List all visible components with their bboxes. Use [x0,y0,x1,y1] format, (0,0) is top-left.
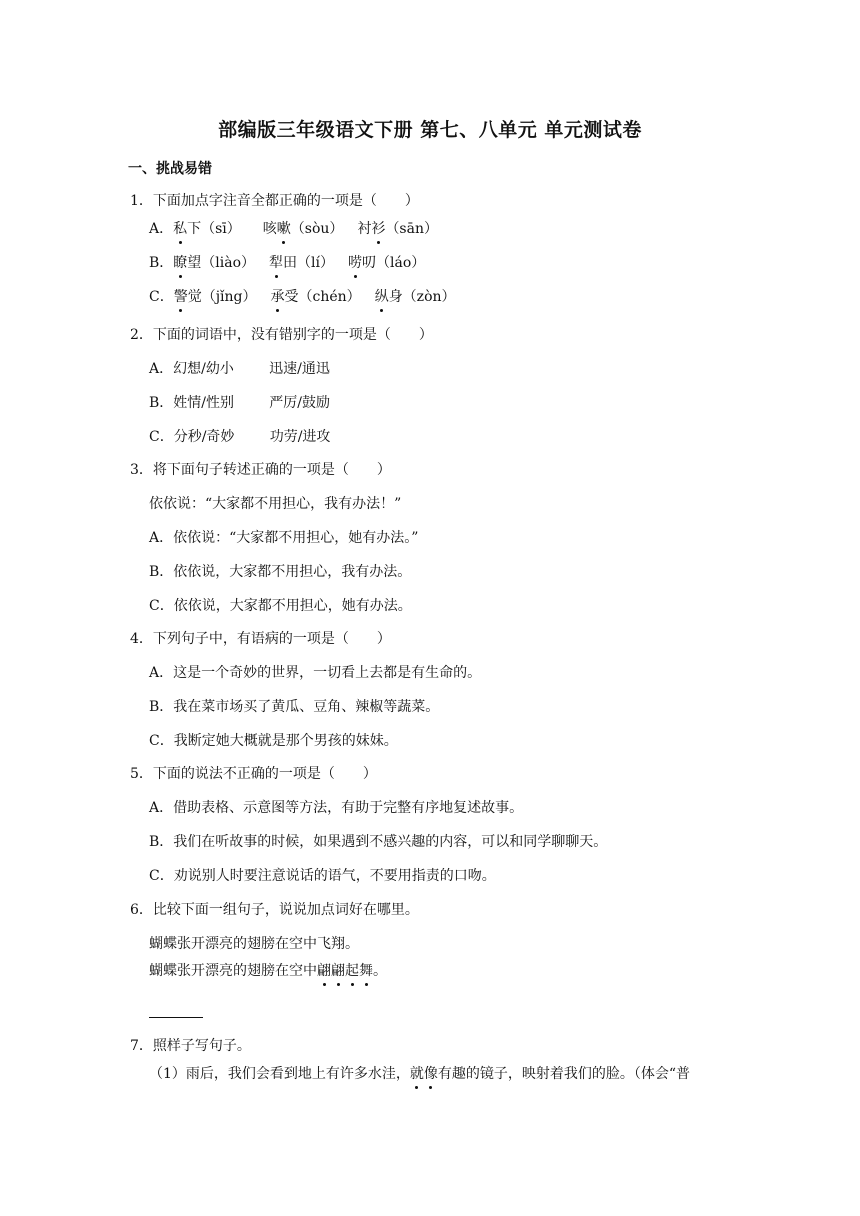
question-5-stem: 5．下面的说法不正确的一项是（ ） [130,766,377,782]
q4-option-b[interactable]: B．我在菜市场买了黄瓜、豆角、辣椒等蔬菜。 [149,699,440,715]
q5-option-b[interactable]: B．我们在听故事的时候，如果遇到不感兴趣的内容，可以和同学聊聊天。 [149,834,608,850]
q2-option-b[interactable]: B．姓情/性别 严厉/鼓励 [149,395,331,411]
q1-option-a[interactable] [149,219,438,239]
q5-option-c[interactable]: C．劝说别人时要注意说话的语气，不要用指责的口吻。 [149,868,496,884]
question-2-stem: 2．下面的词语中，没有错别字的一项是（ ） [130,327,433,343]
question-4-stem: 4．下列句子中，有语病的一项是（ ） [130,631,391,647]
q1c-word-1: 警觉（jǐng） [173,289,257,305]
dotted-char: 像 [423,1066,438,1082]
option-label: B． [149,255,174,271]
q1c-word-2: 承受（chén） [270,289,361,305]
q1-option-b[interactable] [149,253,425,273]
q3-option-a[interactable]: A．依依说：“大家都不用担心，她有办法。” [149,530,419,546]
q2-option-c[interactable]: C．分秒/奇妙 功劳/进攻 [149,429,331,445]
q1a-word-1: 私下（sī） [173,221,241,237]
dotted-char: 翩 [331,963,345,979]
q2-option-a[interactable]: A．幻想/幼小 迅速/通迅 [149,361,330,377]
q6-sentence-1: 蝴蝶张开漂亮的翅膀在空中飞翔。 [149,936,359,952]
question-3-stem: 3．将下面句子转述正确的一项是（ ） [130,462,391,478]
q1b-word-1: 瞭望（liào） [173,255,256,271]
question-1-stem: 1．下面加点字注音全都正确的一项是（ ） [130,193,419,209]
dotted-char: 唠 [348,255,362,271]
dotted-char: 警 [173,289,188,305]
dotted-char: 起 [345,963,359,979]
question-7-stem: 7．照样子写句子。 [130,1038,251,1054]
q4-option-a[interactable]: A．这是一个奇妙的世界，一切看上去都是有生命的。 [149,665,482,681]
q1a-word-3: 衬衫（sān） [357,221,438,237]
dotted-char: 舞 [359,963,373,979]
q1b-word-3: 唠叨（láo） [348,255,426,271]
q5-option-a[interactable]: A．借助表格、示意图等方法，有助于完整有序地复述故事。 [149,800,524,816]
dotted-char: 翩 [317,963,331,979]
dotted-char: 就 [409,1066,424,1082]
section-heading: 一、挑战易错 [128,161,212,177]
dotted-char: 衫 [371,221,386,237]
option-label: C． [149,289,174,305]
dotted-char: 瞭 [173,255,188,271]
q1a-word-2: 咳嗽（sòu） [262,221,344,237]
page-title: 部编版三年级语文下册 第七、八单元 单元测试卷 [218,119,642,141]
q3-quote: 依依说：“大家都不用担心，我有办法！” [149,496,402,512]
q1c-word-3: 纵身（zòn） [374,289,456,305]
q6-sentence-2: 蝴蝶张开漂亮的翅膀在空中翩翩起舞。 [149,963,387,979]
question-6-stem: 6．比较下面一组句子，说说加点词好在哪里。 [130,902,419,918]
q3-option-b[interactable]: B．依依说，大家都不用担心，我有办法。 [149,564,412,580]
option-label: A． [149,221,174,237]
q7-item-1: （1）雨后，我们会看到地上有许多水洼，就像有趣的镜子，映射着我们的脸。（体会“普 [149,1066,691,1082]
answer-blank-line[interactable] [149,1017,203,1018]
dotted-char: 承 [270,289,285,305]
dotted-char: 犁 [269,255,284,271]
dotted-char: 私 [173,221,188,237]
q1b-word-2: 犁田（lí） [269,255,334,271]
q1-option-c[interactable] [149,287,456,307]
q3-option-c[interactable]: C．依依说，大家都不用担心，她有办法。 [149,598,412,614]
dotted-char: 嗽 [276,221,291,237]
dotted-char: 纵 [374,289,389,305]
q4-option-c[interactable]: C．我断定她大概就是那个男孩的妹妹。 [149,733,398,749]
